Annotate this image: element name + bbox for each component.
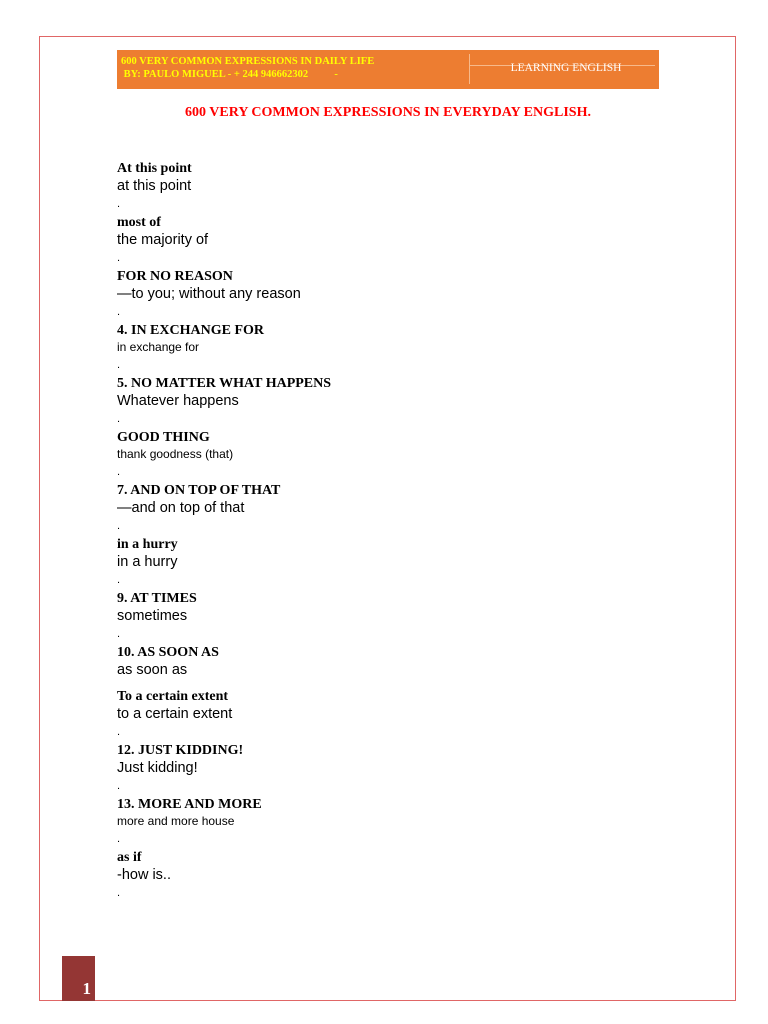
- header-left-text: [121, 55, 467, 81]
- list-item: [117, 849, 657, 903]
- expression-term: most of: [117, 215, 161, 230]
- expression-meaning: Whatever happens: [117, 393, 239, 409]
- expression-meaning: as soon as: [117, 662, 188, 678]
- separator-dot: .: [117, 628, 121, 640]
- header-bar: [117, 50, 659, 89]
- expression-meaning: thank goodness (that): [117, 447, 234, 461]
- expression-term: in a hurry: [117, 537, 178, 552]
- list-item: [117, 482, 657, 536]
- separator-dot: .: [117, 466, 121, 478]
- expression-meaning: to a certain extent: [117, 706, 233, 722]
- list-item: [117, 160, 657, 214]
- expression-term: 12. JUST KIDDING!: [117, 743, 244, 758]
- expression-term: FOR NO REASON: [117, 269, 233, 284]
- list-item: [117, 375, 657, 429]
- expression-term: To a certain extent: [117, 689, 229, 704]
- separator-dot: .: [117, 887, 121, 899]
- expression-meaning: in exchange for: [117, 340, 200, 354]
- list-item: [117, 536, 657, 590]
- list-item: [117, 268, 657, 322]
- list-item: [117, 688, 657, 742]
- separator-dot: .: [117, 252, 121, 264]
- header-author-line: BY: PAULO MIGUEL - + 244 946662302 -: [121, 69, 338, 80]
- list-item: [117, 214, 657, 268]
- separator-dot: .: [117, 726, 121, 738]
- expression-term: as if: [117, 850, 142, 865]
- expression-term: 4. IN EXCHANGE FOR: [117, 323, 265, 338]
- expression-meaning: Just kidding!: [117, 760, 198, 776]
- separator-dot: .: [117, 780, 121, 792]
- expression-meaning: sometimes: [117, 608, 188, 624]
- expression-meaning: —and on top of that: [117, 500, 245, 516]
- expression-term: 10. AS SOON AS: [117, 645, 219, 660]
- expression-term: 7. AND ON TOP OF THAT: [117, 483, 281, 498]
- entry-gap: [117, 679, 657, 688]
- expression-meaning: in a hurry: [117, 554, 178, 570]
- list-item: [117, 742, 657, 796]
- expression-term: At this point: [117, 161, 192, 176]
- separator-dot: .: [117, 574, 121, 586]
- separator-dot: .: [117, 306, 121, 318]
- list-item: [117, 796, 657, 849]
- list-item: [117, 322, 657, 375]
- expression-meaning: —to you; without any reason: [117, 286, 301, 302]
- expression-term: 5. NO MATTER WHAT HAPPENS: [117, 376, 332, 391]
- header-title-line: 600 VERY COMMON EXPRESSIONS IN DAILY LIFE: [121, 56, 375, 67]
- header-right-label: LEARNING ENGLISH: [510, 62, 622, 74]
- separator-dot: .: [117, 359, 121, 371]
- list-item: [117, 644, 657, 688]
- expression-term: 9. AT TIMES: [117, 591, 197, 606]
- separator-dot: .: [117, 520, 121, 532]
- expression-term: GOOD THING: [117, 430, 210, 445]
- page-number-box: [62, 956, 95, 1001]
- expression-meaning: more and more house: [117, 814, 235, 828]
- expression-meaning: -how is..: [117, 867, 171, 883]
- expression-meaning: the majority of: [117, 232, 209, 248]
- separator-dot: .: [117, 833, 121, 845]
- separator-dot: .: [117, 198, 121, 210]
- separator-dot: .: [117, 413, 121, 425]
- list-item: [117, 429, 657, 482]
- expression-term: 13. MORE AND MORE: [117, 797, 262, 812]
- expression-meaning: at this point: [117, 178, 192, 194]
- header-divider: [469, 54, 470, 84]
- expression-list: [117, 160, 657, 903]
- document-title: 600 VERY COMMON EXPRESSIONS IN EVERYDAY ENGLISH.: [185, 105, 591, 120]
- list-item: [117, 590, 657, 644]
- page-number: 1: [82, 979, 91, 998]
